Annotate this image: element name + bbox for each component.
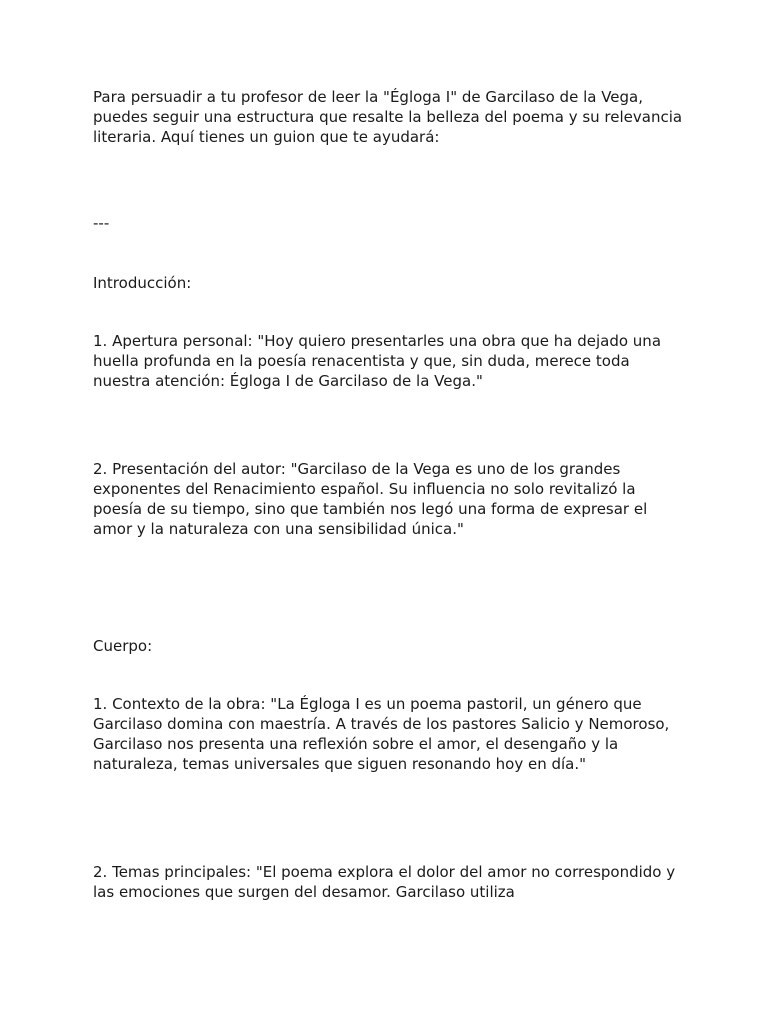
intro-paragraph: Para persuadir a tu profesor de leer la "Égloga I" de Garcilaso de la Vega, puedes seguir una estructura que resalte la belleza del poema y su relevancia literaria. Aquí tienes un guion que te ayudará:	[93, 88, 683, 146]
list-item-presentacion-autor: 2. Presentación del autor: "Garcilaso de la Vega es uno de los grandes exponentes del Renacimiento español. Su influencia no solo revitalizó la poesía de su tiempo, sino que también nos legó una forma de expresar el amor y la naturaleza con una sensibilidad única."	[93, 460, 648, 538]
section-heading-introduccion: Introducción:	[93, 274, 192, 292]
separator-line: ---	[93, 214, 110, 232]
list-item-temas-principales: 2. Temas principales: "El poema explora el dolor del amor no correspondido y las emociones que surgen del desamor. Garcilaso utiliza	[93, 863, 676, 901]
section-heading-cuerpo: Cuerpo:	[93, 637, 153, 655]
list-item-contexto-obra: 1. Contexto de la obra: "La Égloga I es un poema pastoril, un género que Garcilaso domina con maestría. A través de los pastores Salicio y Nemoroso, Garcilaso nos presenta una reflexión sobre el amor, el desengaño y la naturaleza, temas universales que siguen resonando hoy en día."	[93, 695, 670, 773]
list-item-apertura-personal: 1. Apertura personal: "Hoy quiero presentarles una obra que ha dejado una huella profunda en la poesía renacentista y que, sin duda, merece toda nuestra atención: Égloga I de Garcilaso de la Vega."	[93, 332, 662, 390]
